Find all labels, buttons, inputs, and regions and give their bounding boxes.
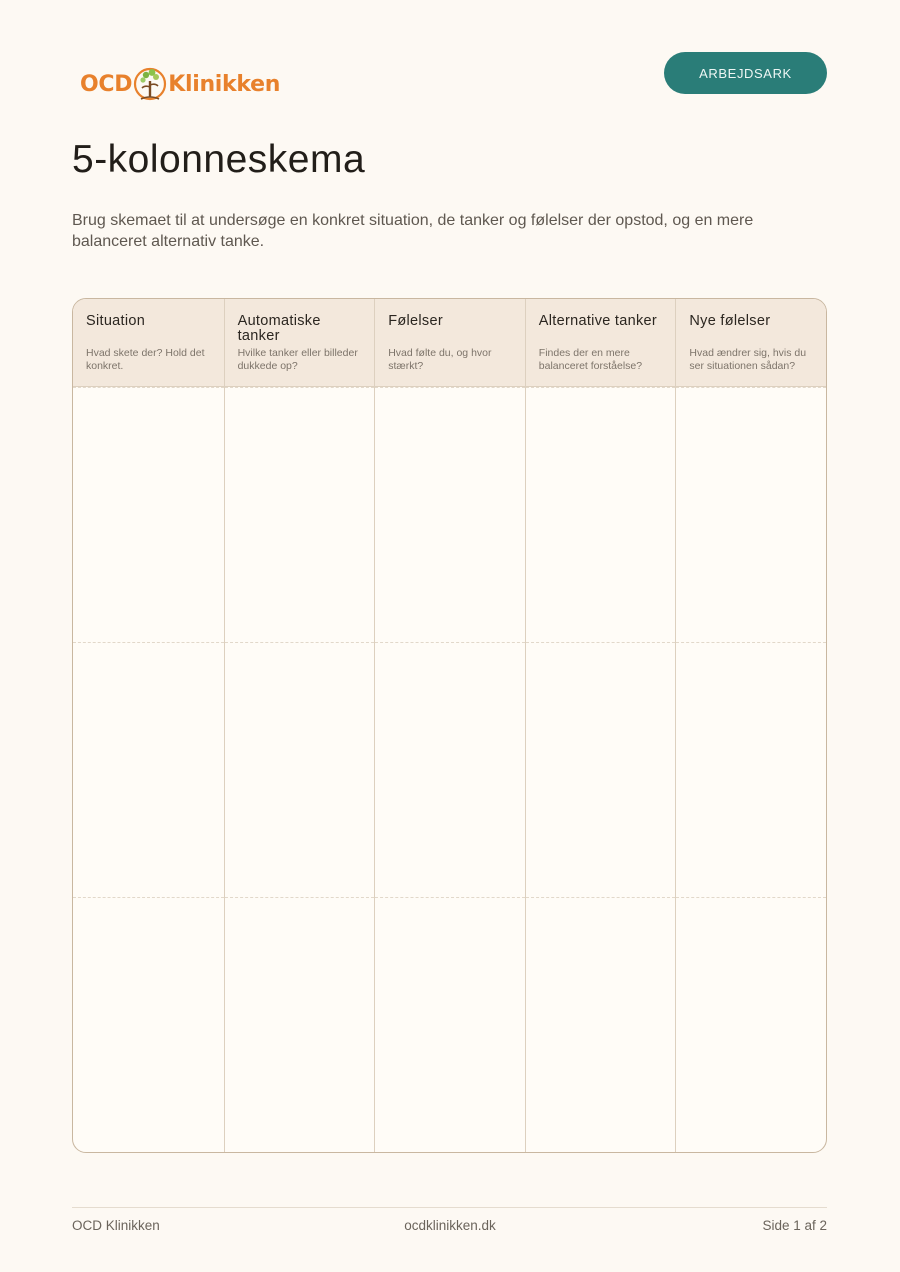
- five-column-worksheet: [72, 298, 827, 1153]
- logo-wordmark-klinikken: Klinikken: [168, 71, 281, 97]
- brand-logo: [80, 62, 280, 106]
- column-hint: Findes der en mere balanceret forståelse?: [538, 347, 643, 372]
- write-in-cell[interactable]: [73, 387, 224, 642]
- write-in-cell[interactable]: [73, 642, 224, 897]
- footer-brand: OCD Klinikken: [72, 1218, 160, 1233]
- column-title: Nye følelser: [689, 313, 771, 329]
- column-header: [676, 299, 826, 387]
- write-in-cell[interactable]: [225, 897, 375, 1152]
- footer-divider: [72, 1207, 827, 1208]
- column-new-feelings: [675, 299, 826, 1152]
- write-in-cell[interactable]: [526, 642, 676, 897]
- column-header: [225, 299, 375, 387]
- write-in-cell[interactable]: [526, 387, 676, 642]
- column-title: Følelser: [388, 313, 443, 329]
- write-in-cell[interactable]: [225, 642, 375, 897]
- column-hint: Hvad ændrer sig, hvis du ser situationen sådan?: [689, 347, 807, 372]
- column-title: Automatiske tanker: [237, 313, 321, 344]
- column-feelings: [374, 299, 525, 1152]
- write-in-cell[interactable]: [676, 897, 826, 1152]
- page-title: 5-kolonneskema: [72, 138, 366, 181]
- column-hint: Hvilke tanker eller billeder dukkede op?: [237, 347, 358, 372]
- column-title: Situation: [86, 313, 146, 329]
- logo-wordmark-ocd: OCD: [80, 71, 133, 97]
- column-header: [526, 299, 676, 387]
- worksheet-badge: ARBEJDSARK: [664, 52, 827, 94]
- write-in-cell[interactable]: [526, 897, 676, 1152]
- footer-website: ocdklinikken.dk: [404, 1218, 496, 1233]
- write-in-cell[interactable]: [73, 897, 224, 1152]
- write-in-cell[interactable]: [225, 387, 375, 642]
- write-in-cell[interactable]: [676, 387, 826, 642]
- column-automatic-thoughts: [224, 299, 375, 1152]
- column-title: Alternative tanker: [538, 313, 658, 329]
- column-header: [73, 299, 224, 387]
- column-hint: Hvad skete der? Hold det konkret.: [86, 347, 205, 372]
- tree-logo-icon: [133, 65, 167, 103]
- write-in-cell[interactable]: [375, 897, 525, 1152]
- column-situation: [73, 299, 224, 1152]
- write-in-cell[interactable]: [375, 642, 525, 897]
- footer-page-number: Side 1 af 2: [762, 1218, 827, 1233]
- intro-text: Brug skemaet til at undersøge en konkret situation, de tanker og følelser der opstod, og en mere balanceret alternativ tanke.: [72, 212, 754, 250]
- column-header: [375, 299, 525, 387]
- column-hint: Hvad følte du, og hvor stærkt?: [388, 347, 492, 372]
- write-in-cell[interactable]: [375, 387, 525, 642]
- write-in-cell[interactable]: [676, 642, 826, 897]
- column-alternative-thoughts: [525, 299, 676, 1152]
